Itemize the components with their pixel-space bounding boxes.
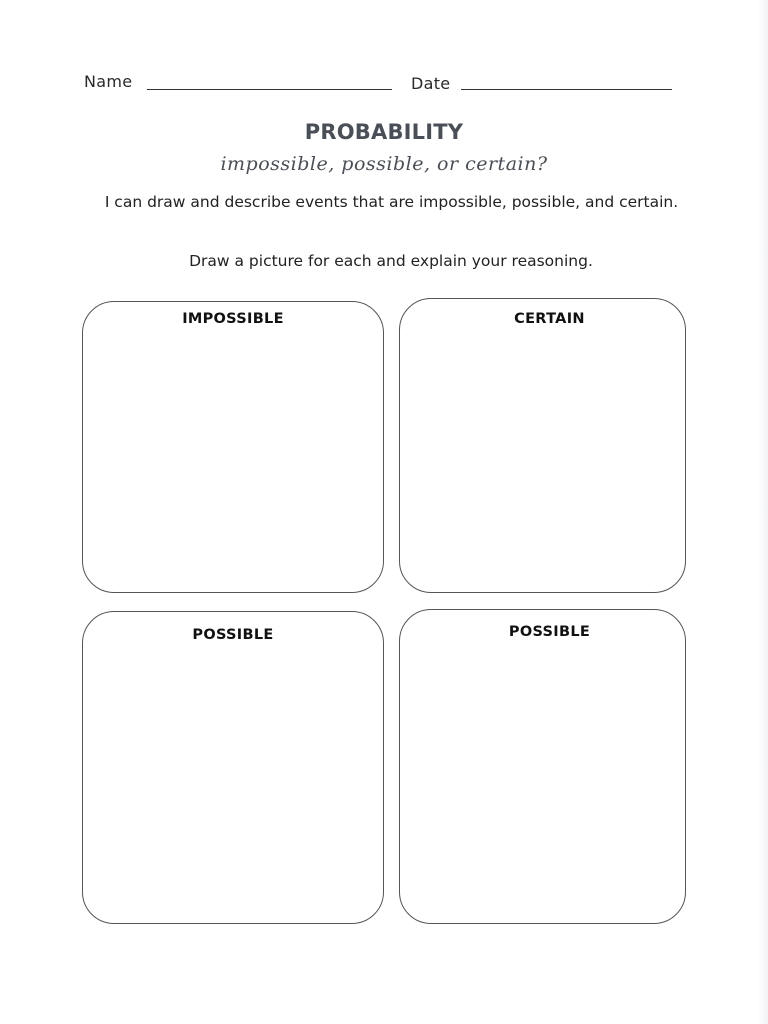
- learning-objective: I can draw and describe events that are impossible, possible, and certain.: [104, 193, 679, 211]
- box-label-possible-right: POSSIBLE: [508, 624, 591, 640]
- certain-drawing-box[interactable]: [399, 298, 686, 593]
- possible-drawing-box-left[interactable]: [82, 611, 384, 924]
- possible-drawing-box-right[interactable]: [399, 609, 686, 924]
- box-label-impossible: IMPOSSIBLE: [182, 311, 284, 327]
- box-label-possible-left: POSSIBLE: [192, 627, 274, 643]
- date-label: Date: [411, 74, 451, 93]
- date-field-line[interactable]: [461, 89, 672, 90]
- name-label: Name: [84, 72, 133, 91]
- box-label-certain: CERTAIN: [514, 311, 585, 327]
- worksheet-title: PROBABILITY: [304, 120, 464, 144]
- impossible-drawing-box[interactable]: [82, 301, 384, 593]
- instruction-text: Draw a picture for each and explain your reasoning.: [189, 252, 593, 270]
- name-field-line[interactable]: [147, 89, 392, 90]
- worksheet-subtitle: impossible, possible, or certain?: [220, 153, 548, 175]
